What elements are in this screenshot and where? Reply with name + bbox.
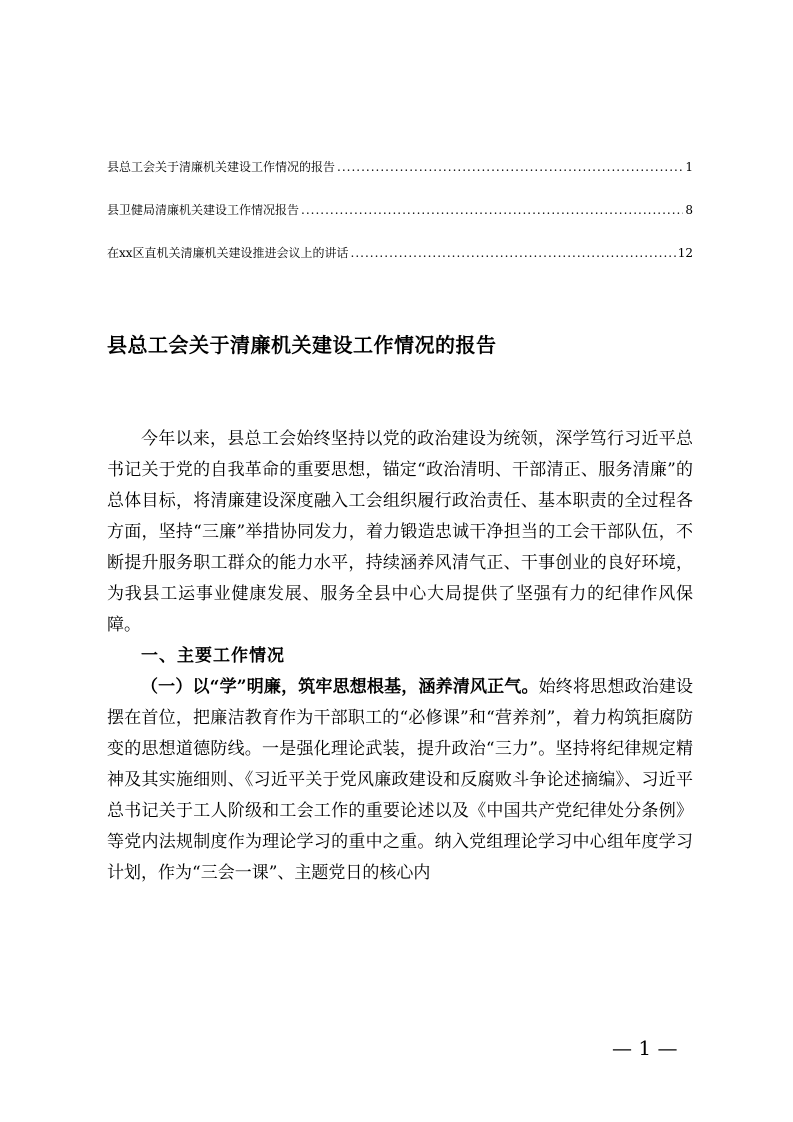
document-title: 县总工会关于清廉机关建设工作情况的报告: [107, 333, 497, 357]
toc-entry[interactable]: [107, 160, 693, 174]
toc-entry[interactable]: [107, 246, 693, 260]
table-of-contents: [107, 160, 693, 289]
toc-dot-leader: [337, 160, 683, 174]
page-number: — 1 —: [612, 1036, 678, 1060]
toc-entry-title[interactable]: 县总工会关于清廉机关建设工作情况的报告: [107, 160, 336, 174]
section-heading: 一、主要工作情况: [141, 646, 285, 666]
toc-dot-leader: [351, 246, 676, 260]
intro-paragraph: 今年以来，县总工会始终坚持以党的政治建设为统领，深学笃行习近平总书记关于党的自我革命的重要思想，锚定“政治清明、干部清正、服务清廉”的总体目标，将清廉建设深度融入工会组织履行政治责任、基本职责的全过程各方面，坚持“三廉”举措协同发力，着力锻造忠诚干净担当的工会干部队伍，不断提升服务职工群众的能力水平，持续涵养风清气正、干事创业的良好环境，为我县工运事业健康发展、服务全县中心大局提供了坚强有力的纪律作风保障。: [107, 429, 693, 635]
toc-entry-page[interactable]: 8: [685, 203, 693, 217]
toc-entry-page[interactable]: 1: [685, 160, 693, 174]
subsection-text: 始终将思想政治建设摆在首位，把廉洁教育作为干部职工的“必修课”和“营养剂”，着力构筑拒腐防变的思想道德防线。一是强化理论武装，提升政治“三力”。坚持将纪律规定精神及其实施细则、《习近平关于党风廉政建设和反腐败斗争论述摘编》、习近平总书记关于工人阶级和工会工作的重要论述以及《中国共产党纪律处分条例》等党内法规制度作为理论学习的重中之重。纳入党组理论学习中心组年度学习计划，作为“三会一课”、主题党日的核心内: [107, 677, 693, 883]
toc-entry-page[interactable]: 12: [677, 246, 693, 260]
toc-entry-title[interactable]: 县卫健局清廉机关建设工作情况报告: [107, 203, 300, 217]
toc-entry-title[interactable]: 在xx区直机关清廉机关建设推进会议上的讲话: [107, 246, 349, 260]
subsection-heading: （一）以“学”明廉，筑牢思想根基，涵养清风正气。: [141, 677, 539, 697]
toc-dot-leader: [301, 203, 683, 217]
document-body: [107, 424, 693, 889]
subsection-paragraph: [107, 672, 693, 889]
toc-entry[interactable]: [107, 203, 693, 217]
